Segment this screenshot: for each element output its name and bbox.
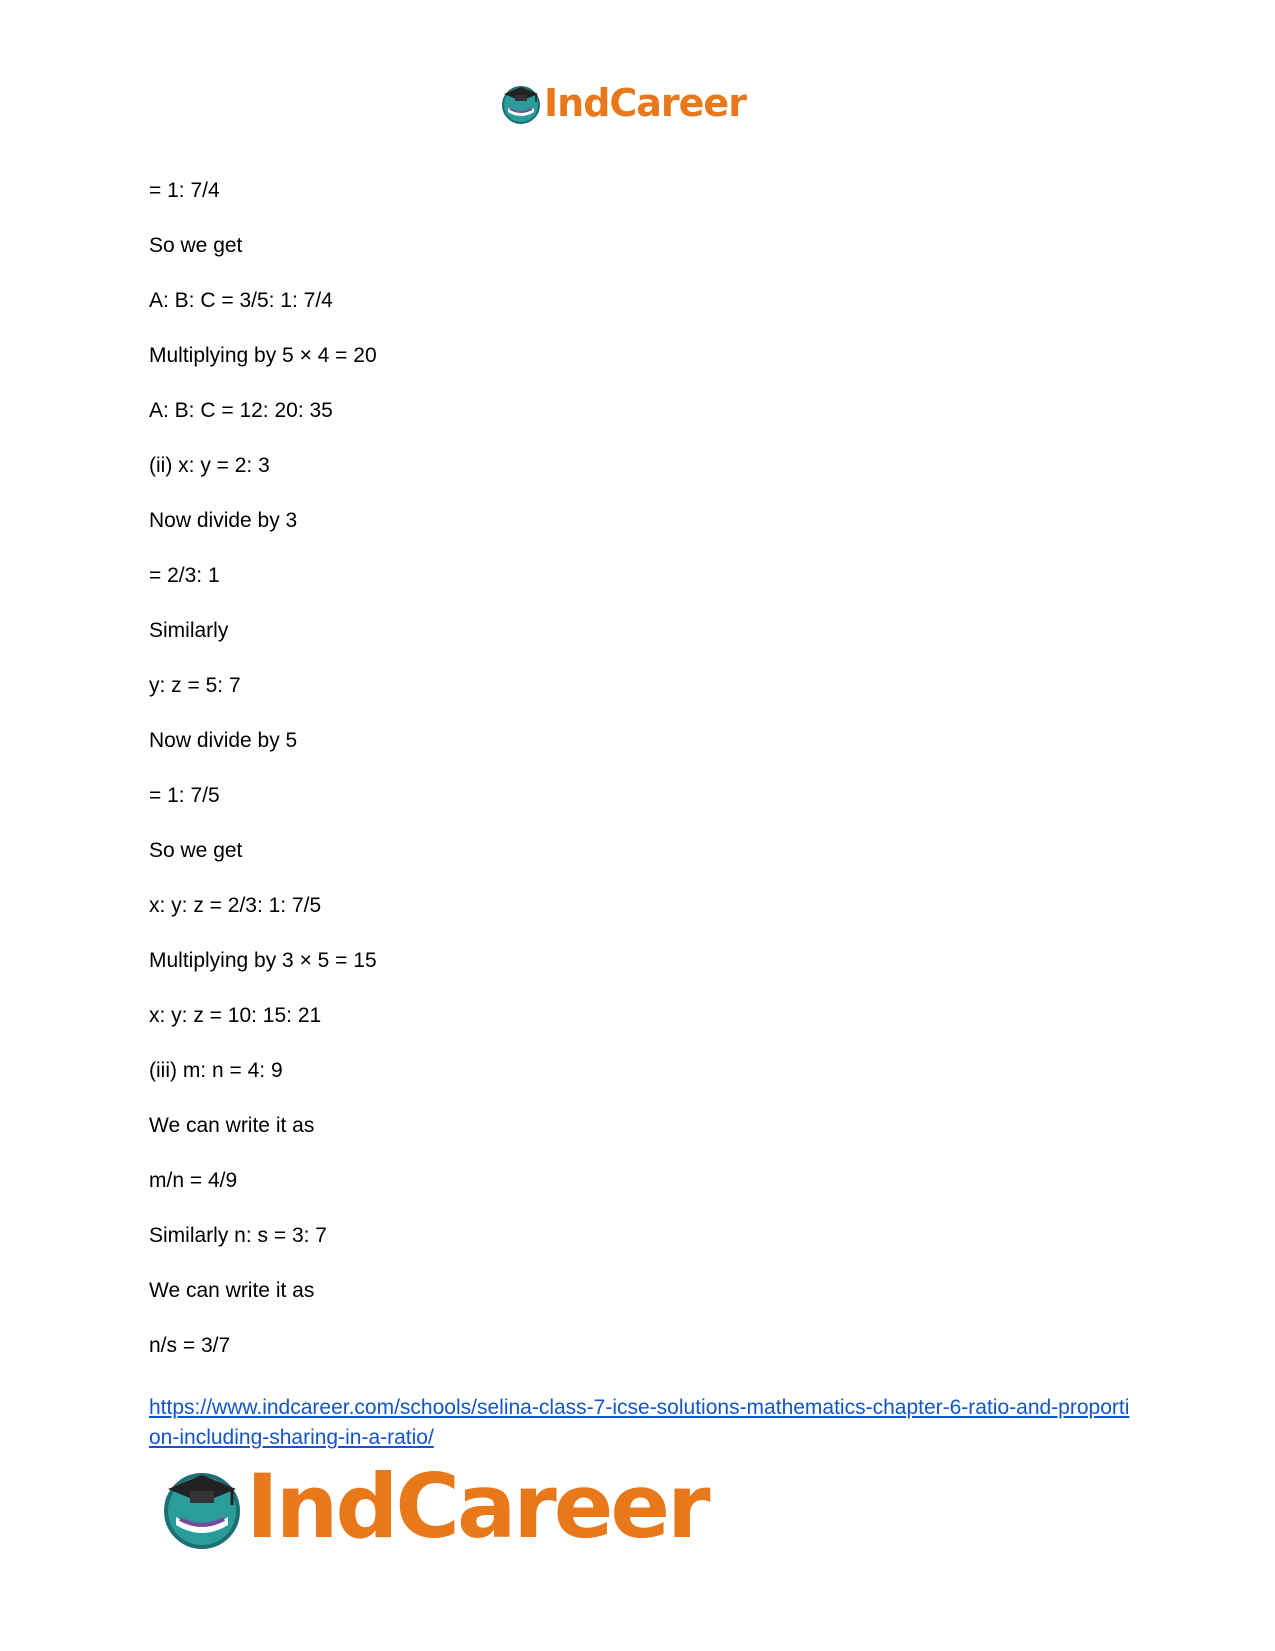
solution-line: We can write it as bbox=[149, 1114, 315, 1137]
header-brand: IndCareer bbox=[544, 81, 746, 125]
solution-line: n/s = 3/7 bbox=[149, 1334, 231, 1357]
solution-line: = 2/3: 1 bbox=[149, 564, 220, 587]
solution-lines bbox=[149, 178, 377, 1388]
solution-line: Now divide by 5 bbox=[149, 729, 298, 752]
solution-line: (ii) x: y = 2: 3 bbox=[149, 454, 270, 477]
solution-line: A: B: C = 12: 20: 35 bbox=[149, 399, 333, 422]
footer-brand: IndCareer bbox=[246, 1455, 708, 1558]
solution-line: We can write it as bbox=[149, 1279, 315, 1302]
source-link[interactable]: https://www.indcareer.com/schools/selina-class-7-icse-solutions-mathematics-chapter-6-ratio-and-proportion-including-sharing-in-a-ratio/ bbox=[149, 1396, 1130, 1449]
footer-logo bbox=[160, 1455, 708, 1558]
graduation-globe-icon bbox=[160, 1465, 244, 1549]
solution-line: (iii) m: n = 4: 9 bbox=[149, 1059, 283, 1082]
solution-line: x: y: z = 2/3: 1: 7/5 bbox=[149, 894, 322, 917]
graduation-globe-icon bbox=[500, 82, 542, 124]
solution-line: Similarly bbox=[149, 619, 229, 642]
solution-line: A: B: C = 3/5: 1: 7/4 bbox=[149, 289, 333, 312]
header-logo bbox=[500, 78, 746, 128]
solution-line: m/n = 4/9 bbox=[149, 1169, 238, 1192]
solution-line: Multiplying by 3 × 5 = 15 bbox=[149, 949, 377, 972]
solution-line: Now divide by 3 bbox=[149, 509, 298, 532]
solution-line: = 1: 7/4 bbox=[149, 179, 220, 202]
solution-line: Multiplying by 5 × 4 = 20 bbox=[149, 344, 377, 367]
solution-line: x: y: z = 10: 15: 21 bbox=[149, 1004, 322, 1027]
solution-line: So we get bbox=[149, 839, 243, 862]
solution-line: = 1: 7/5 bbox=[149, 784, 220, 807]
solution-line: y: z = 5: 7 bbox=[149, 674, 241, 697]
solution-line: Similarly n: s = 3: 7 bbox=[149, 1224, 327, 1247]
solution-line: So we get bbox=[149, 234, 243, 257]
